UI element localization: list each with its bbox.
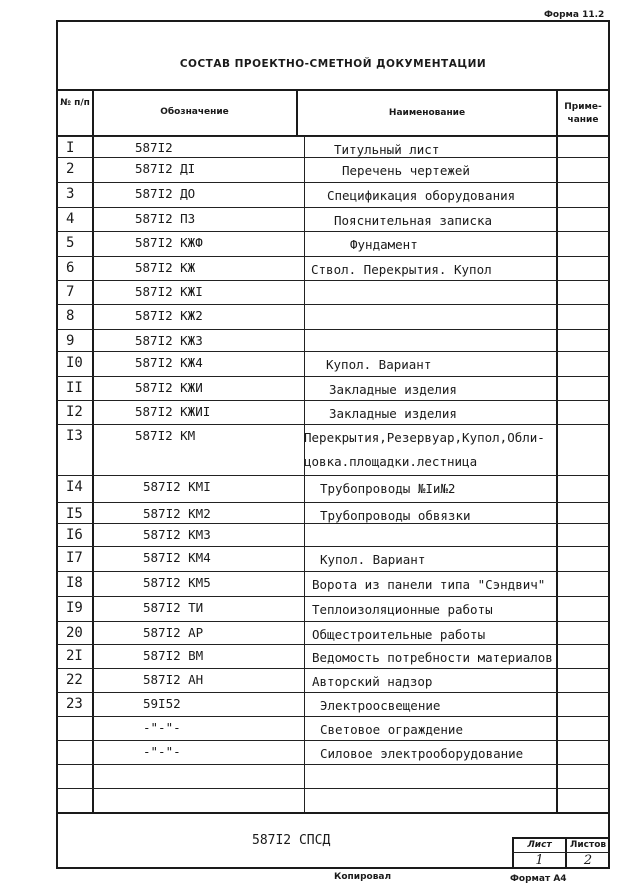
stamp-code: 587I2 СПСД xyxy=(252,833,331,848)
sheet-value: 1 xyxy=(535,853,544,868)
row-name: Ворота из панели типа "Сэндвич" xyxy=(312,577,546,592)
row-separator xyxy=(57,740,609,741)
stamp-top-line xyxy=(57,812,609,814)
row-designation: 587I2 КЖФ xyxy=(135,235,203,250)
header-designation: Обозначение xyxy=(160,107,229,117)
row-number: 9 xyxy=(66,333,75,349)
row-designation: 59I52 xyxy=(143,696,181,711)
row-separator xyxy=(57,304,609,305)
row-number: I7 xyxy=(66,550,83,566)
row-designation: 587I2 ДI xyxy=(135,161,196,176)
row-name: Теплоизоляционные работы xyxy=(312,602,493,617)
row-number: 22 xyxy=(66,672,83,688)
row-name: Купол. Вариант xyxy=(326,357,432,372)
row-name: Спецификация оборудования xyxy=(327,188,516,203)
row-name: Пояснительная записка xyxy=(334,213,493,228)
row-designation: 587I2 КМ2 xyxy=(143,506,211,521)
row-number: I4 xyxy=(66,479,83,495)
row-designation: 587I2 КЖ4 xyxy=(135,355,203,370)
row-number: I xyxy=(66,140,75,156)
row-separator xyxy=(57,157,609,158)
row-designation: 587I2 ТИ xyxy=(143,600,204,615)
row-separator xyxy=(57,182,609,183)
row-separator xyxy=(57,716,609,717)
row-number: 7 xyxy=(66,284,75,300)
row-designation: 587I2 КМ3 xyxy=(143,527,211,542)
row-separator xyxy=(57,644,609,645)
row-separator xyxy=(57,280,609,281)
row-designation: 587I2 КЖ3 xyxy=(135,333,203,348)
row-name: Закладные изделия xyxy=(329,406,457,421)
row-designation: 587I2 ВМ xyxy=(143,648,204,663)
copied-label: Копировал xyxy=(334,872,392,882)
row-designation: -"-"- xyxy=(143,744,181,759)
row-number: I0 xyxy=(66,355,83,371)
row-separator xyxy=(57,351,609,352)
col-divider-num xyxy=(92,90,94,812)
row-number: II xyxy=(66,380,83,396)
row-number: 23 xyxy=(66,696,83,712)
stamp-sheet-top-line xyxy=(512,837,609,839)
row-name: Общестроительные работы xyxy=(312,627,486,642)
row-designation: -"-"- xyxy=(143,720,181,735)
row-separator xyxy=(57,136,609,137)
row-designation: 587I2 КЖ xyxy=(135,260,196,275)
header-top-line xyxy=(57,89,609,91)
row-name: Фундамент xyxy=(350,237,418,252)
row-designation: 587I2 КЖИI xyxy=(135,404,211,419)
header-num: № п/п xyxy=(60,98,90,108)
row-separator xyxy=(57,256,609,257)
row-designation: 587I2 КЖI xyxy=(135,284,203,299)
row-name: Перечень чертежей xyxy=(342,163,470,178)
row-name: Силовое электрооборудование xyxy=(320,746,524,761)
header-note: Приме- чание xyxy=(564,102,602,125)
row-separator xyxy=(57,668,609,669)
row-name: Титульный лист xyxy=(334,142,440,157)
row-separator xyxy=(57,788,609,789)
row-name: Купол. Вариант xyxy=(320,552,426,567)
row-separator xyxy=(57,207,609,208)
row-number: I2 xyxy=(66,404,83,420)
row-name: Трубопроводы №Iи№2 xyxy=(320,481,456,496)
row-separator xyxy=(57,231,609,232)
row-number: I5 xyxy=(66,506,83,522)
row-separator xyxy=(57,596,609,597)
row-name: Ствол. Перекрытия. Купол xyxy=(311,262,492,277)
row-designation: 587I2 АР xyxy=(143,625,204,640)
document-title: СОСТАВ ПРОЕКТНО-СМЕТНОЙ ДОКУМЕНТАЦИИ xyxy=(179,58,487,70)
row-number: I8 xyxy=(66,575,83,591)
row-name: Электроосвещение xyxy=(320,698,441,713)
row-separator xyxy=(57,621,609,622)
row-name: Перекрытия,Резервуар,Купол,Обли- xyxy=(304,430,545,445)
row-separator xyxy=(57,424,609,425)
row-number: 8 xyxy=(66,308,75,324)
row-number: 20 xyxy=(66,625,83,641)
row-name: Ведомость потребности материалов xyxy=(312,650,553,665)
row-name: Авторский надзор xyxy=(312,674,433,689)
row-designation: 587I2 ПЗ xyxy=(135,211,196,226)
row-designation: 587I2 АН xyxy=(143,672,204,687)
row-designation: 587I2 xyxy=(135,140,173,155)
row-number: 6 xyxy=(66,260,75,276)
row-number: I3 xyxy=(66,428,83,444)
row-number: 2I xyxy=(66,648,83,664)
sheet-label: Лист xyxy=(527,840,552,850)
row-name: Световое ограждение xyxy=(320,722,463,737)
row-number: I6 xyxy=(66,527,83,543)
row-name: Трубопроводы обвязки xyxy=(320,508,471,523)
format-label: Формат А4 xyxy=(510,874,567,884)
row-designation: 587I2 КМ5 xyxy=(143,575,211,590)
row-name: цовка.площадки.лестница xyxy=(304,454,478,469)
sheets-label: Листов xyxy=(569,840,607,850)
row-number: 5 xyxy=(66,235,75,251)
row-designation: 587I2 КМ4 xyxy=(143,550,211,565)
row-separator xyxy=(57,764,609,765)
row-designation: 587I2 КМ xyxy=(135,428,196,443)
row-number: 3 xyxy=(66,186,75,202)
header-name: Наименование xyxy=(388,108,466,118)
sheets-value: 2 xyxy=(583,853,593,868)
row-number: I9 xyxy=(66,600,83,616)
row-separator xyxy=(57,475,609,476)
row-separator xyxy=(57,400,609,401)
row-separator xyxy=(57,329,609,330)
row-number: 4 xyxy=(66,211,75,227)
row-separator xyxy=(57,571,609,572)
row-designation: 587I2 ДО xyxy=(135,186,196,201)
col-divider-name xyxy=(556,90,558,812)
col-divider-designation xyxy=(304,136,305,812)
row-number: 2 xyxy=(66,161,75,177)
row-separator xyxy=(57,523,609,524)
row-separator xyxy=(57,692,609,693)
row-separator xyxy=(57,376,609,377)
row-designation: 587I2 КЖИ xyxy=(135,380,203,395)
row-designation: 587I2 КМI xyxy=(143,479,211,494)
row-separator xyxy=(57,502,609,503)
form-label: Форма 11.2 xyxy=(544,10,605,20)
row-separator xyxy=(57,546,609,547)
row-designation: 587I2 КЖ2 xyxy=(135,308,203,323)
row-name: Закладные изделия xyxy=(329,382,457,397)
